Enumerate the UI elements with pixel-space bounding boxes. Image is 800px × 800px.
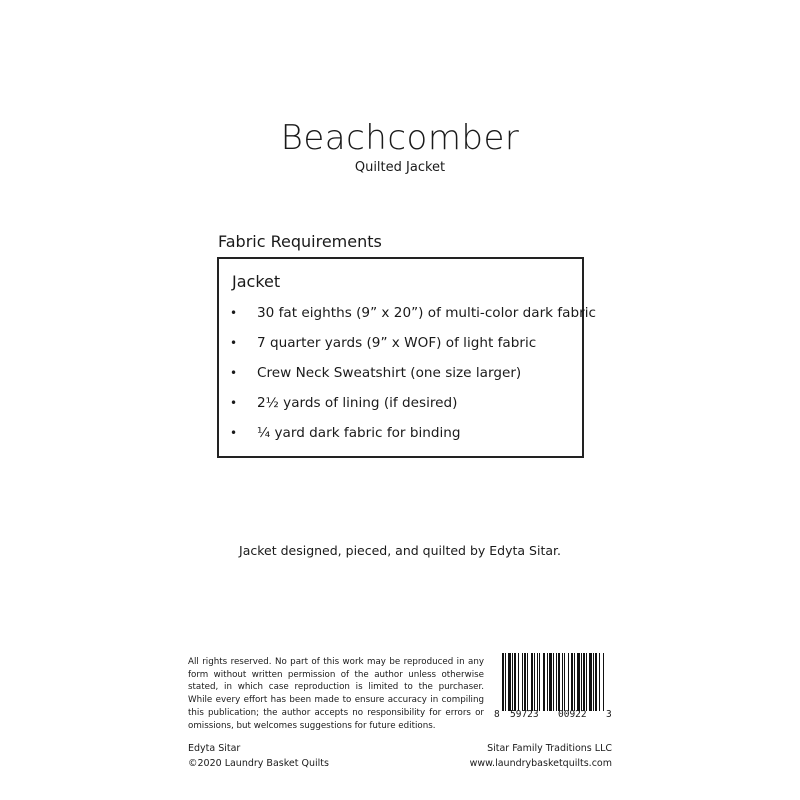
barcode-check-digit: 3 (606, 709, 612, 720)
copyright-notice: All rights reserved. No part of this work may be reproduced in any form without written permission of the author unless otherwise stated, in which case reproduction is limited to the purchaser. While every effort has been made to ensure accuracy in compiling this publication; the author accepts no responsibility for errors or omissions, but welcomes suggestions for future editions. (188, 657, 484, 731)
page-title: Beachcomber (280, 118, 520, 158)
designer-credit: Jacket designed, pieced, and quilted by Edyta Sitar. (239, 543, 561, 558)
fabric-requirements-heading: Fabric Requirements (218, 232, 382, 251)
footer-copyright: ©2020 Laundry Basket Quilts (188, 758, 329, 769)
list-item-text: 7 quarter yards (9” x WOF) of light fabric (257, 335, 537, 351)
bullet-icon: • (230, 336, 238, 350)
fabric-requirements-box (217, 257, 596, 458)
barcode (494, 653, 612, 719)
barcode-lead-digit: 8 (494, 709, 500, 720)
list-item-text: 30 fat eighths (9” x 20”) of multi-color dark fabric (257, 305, 596, 321)
bullet-icon: • (230, 306, 238, 320)
box-title: Jacket (232, 272, 281, 291)
footer-right (470, 741, 612, 771)
list-item-text: Crew Neck Sweatshirt (one size larger) (257, 365, 522, 381)
footer-website[interactable]: www.laundrybasketquilts.com (469, 758, 612, 769)
page-subtitle: Quilted Jacket (354, 160, 446, 175)
footer-author: Edyta Sitar (188, 743, 241, 754)
barcode-bars (502, 653, 604, 711)
barcode-left-group: 59723 (510, 709, 539, 720)
list-item-text: ¼ yard dark fabric for binding (257, 425, 461, 441)
bullet-icon: • (230, 396, 238, 410)
footer-company: Sitar Family Traditions LLC (487, 743, 612, 754)
bullet-icon: • (230, 366, 238, 380)
bullet-icon: • (230, 426, 238, 440)
footer-left (188, 741, 329, 771)
list-item-text: 2½ yards of lining (if desired) (257, 395, 458, 411)
barcode-right-group: 00922 (558, 709, 587, 720)
